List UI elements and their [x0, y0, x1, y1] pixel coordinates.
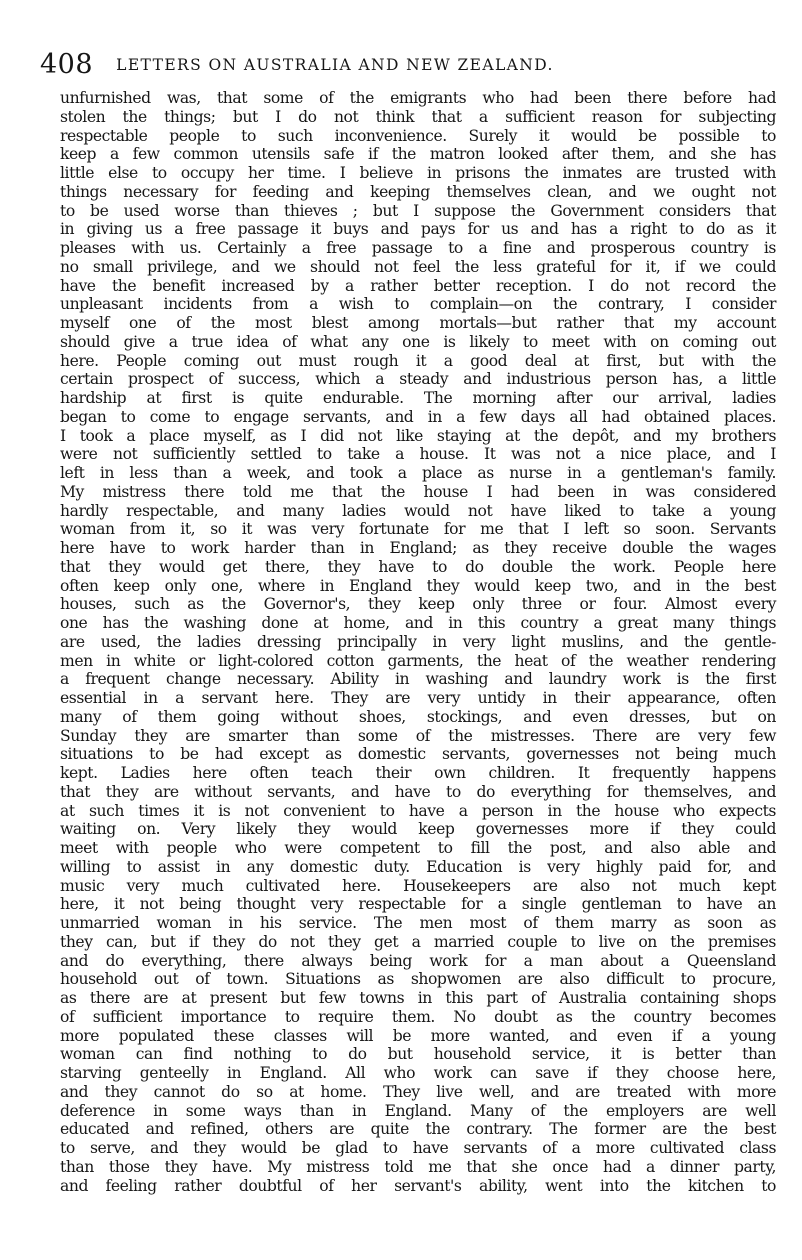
text-line: here. People coming out must rough it a good deal at first, but with the: [60, 351, 776, 370]
text-line: here have to work harder than in England; as they receive double the wages: [60, 539, 776, 557]
text-line: household out of town. Situations as shopwomen are also difficult to procure,: [60, 970, 776, 989]
text-line: situations to be had except as domestic servants, governesses not being much: [60, 745, 776, 764]
text-line: many of them going without shoes, stockings, and even dresses, but on: [60, 707, 776, 726]
text-line: in giving us a free passage it buys and pays for us and has a right to do as it: [60, 220, 776, 239]
text-line: unmarried woman in his service. The men most of them marry as soon as: [60, 914, 776, 932]
running-title: LETTERS ON AUSTRALIA AND NEW ZEALAND.: [116, 56, 554, 74]
text-line: no small privilege, and we should not feel the less grateful for it, if we could: [60, 257, 776, 276]
text-line: to serve, and they would be glad to have servants of a more cultivated class: [60, 1139, 776, 1157]
text-line: essential in a servant here. They are very untidy in their appearance, often: [60, 689, 776, 707]
text-line: were not sufficiently settled to take a house. It was not a nice place, and I: [60, 445, 776, 464]
text-line: woman from it, so it was very fortunate for me that I left so soon. Servants: [60, 520, 776, 539]
text-line: pleases with us. Certainly a free passage to a fine and prosperous country is: [60, 239, 776, 257]
text-line: began to come to engage servants, and in a few days all had obtained places.: [60, 407, 776, 426]
text-line: and do everything, there always being work for a man about a Queensland: [60, 951, 776, 970]
page-number: 408: [40, 49, 94, 80]
text-line: and they cannot do so at home. They live well, and are treated with more: [60, 1082, 776, 1101]
text-line: a frequent change necessary. Ability in washing and laundry work is the first: [60, 670, 776, 689]
text-line: houses, such as the Governor's, they keep only three or four. Almost every: [60, 595, 776, 614]
text-line: than those they have. My mistress told me that she once had a dinner party,: [60, 1157, 776, 1176]
text-line: hardship at first is quite endurable. The morning after our arrival, ladies: [60, 389, 776, 407]
text-line: that they are without servants, and have to do everything for themselves, and: [60, 782, 776, 801]
text-line: should give a true idea of what any one is likely to meet with on coming out: [60, 332, 776, 351]
text-line: willing to assist in any domestic duty. Education is very highly paid for, and: [60, 857, 776, 876]
text-line: kept. Ladies here often teach their own children. It frequently happens: [60, 764, 776, 782]
text-line: My mistress there told me that the house I had been in was considered: [60, 482, 776, 501]
text-line: respectable people to such inconvenience. Surely it would be possible to: [60, 126, 776, 145]
text-line: woman can find nothing to do but household service, it is better than: [60, 1045, 776, 1064]
text-line: educated and refined, others are quite the contrary. The former are the best: [60, 1120, 776, 1139]
text-line: men in white or light-colored cotton garments, the heat of the weather rendering: [60, 651, 776, 670]
text-line: left in less than a week, and took a place as nurse in a gentleman's family.: [60, 464, 776, 482]
page-header: [40, 47, 760, 83]
text-line: deference in some ways than in England. Many of the employers are well: [60, 1101, 776, 1120]
text-line: starving genteelly in England. All who work can save if they choose here,: [60, 1064, 776, 1082]
text-line: waiting on. Very likely they would keep governesses more if they could: [60, 820, 776, 839]
text-line: Sunday they are smarter than some of the mistresses. There are very few: [60, 726, 776, 745]
text-line: that they would get there, they have to do double the work. People here: [60, 557, 776, 576]
text-line: to be used worse than thieves ; but I suppose the Government considers that: [60, 201, 776, 220]
text-line: they can, but if they do not they get a married couple to live on the premises: [60, 932, 776, 951]
text-line: myself one of the most blest among mortals—but rather that my account: [60, 314, 776, 332]
text-line: at such times it is not convenient to have a person in the house who expects: [60, 801, 776, 820]
text-line: meet with people who were competent to fill the post, and also able and: [60, 839, 776, 857]
text-line: I took a place myself, as I did not like staying at the depôt, and my brothers: [60, 426, 776, 445]
text-line: unpleasant incidents from a wish to complain—on the contrary, I consider: [60, 295, 776, 314]
text-line: of sufficient importance to require them. No doubt as the country becomes: [60, 1007, 776, 1026]
body-text: [60, 89, 776, 1195]
text-line: more populated these classes will be more wanted, and even if a young: [60, 1026, 776, 1045]
text-line: stolen the things; but I do not think that a sufficient reason for subjecting: [60, 107, 776, 126]
text-line: and feeling rather doubtful of her servant's ability, went into the kitchen to: [60, 1176, 776, 1195]
text-line: as there are at present but few towns in this part of Australia containing shops: [60, 989, 776, 1007]
text-line: certain prospect of success, which a steady and industrious person has, a little: [60, 370, 776, 389]
text-line: unfurnished was, that some of the emigrants who had been there before had: [60, 89, 776, 107]
text-line: keep a few common utensils safe if the matron looked after them, and she has: [60, 145, 776, 164]
text-line: music very much cultivated here. Housekeepers are also not much kept: [60, 876, 776, 895]
text-line: often keep only one, where in England they would keep two, and in the best: [60, 576, 776, 595]
text-line: are used, the ladies dressing principally in very light muslins, and the gentle-: [60, 632, 776, 651]
text-line: little else to occupy her time. I believe in prisons the inmates are trusted with: [60, 164, 776, 182]
text-line: have the benefit increased by a rather better reception. I do not record the: [60, 276, 776, 295]
text-line: one has the washing done at home, and in this country a great many things: [60, 614, 776, 632]
text-line: hardly respectable, and many ladies would not have liked to take a young: [60, 501, 776, 520]
text-line: things necessary for feeding and keeping themselves clean, and we ought not: [60, 182, 776, 201]
text-line: here, it not being thought very respectable for a single gentleman to have an: [60, 895, 776, 914]
